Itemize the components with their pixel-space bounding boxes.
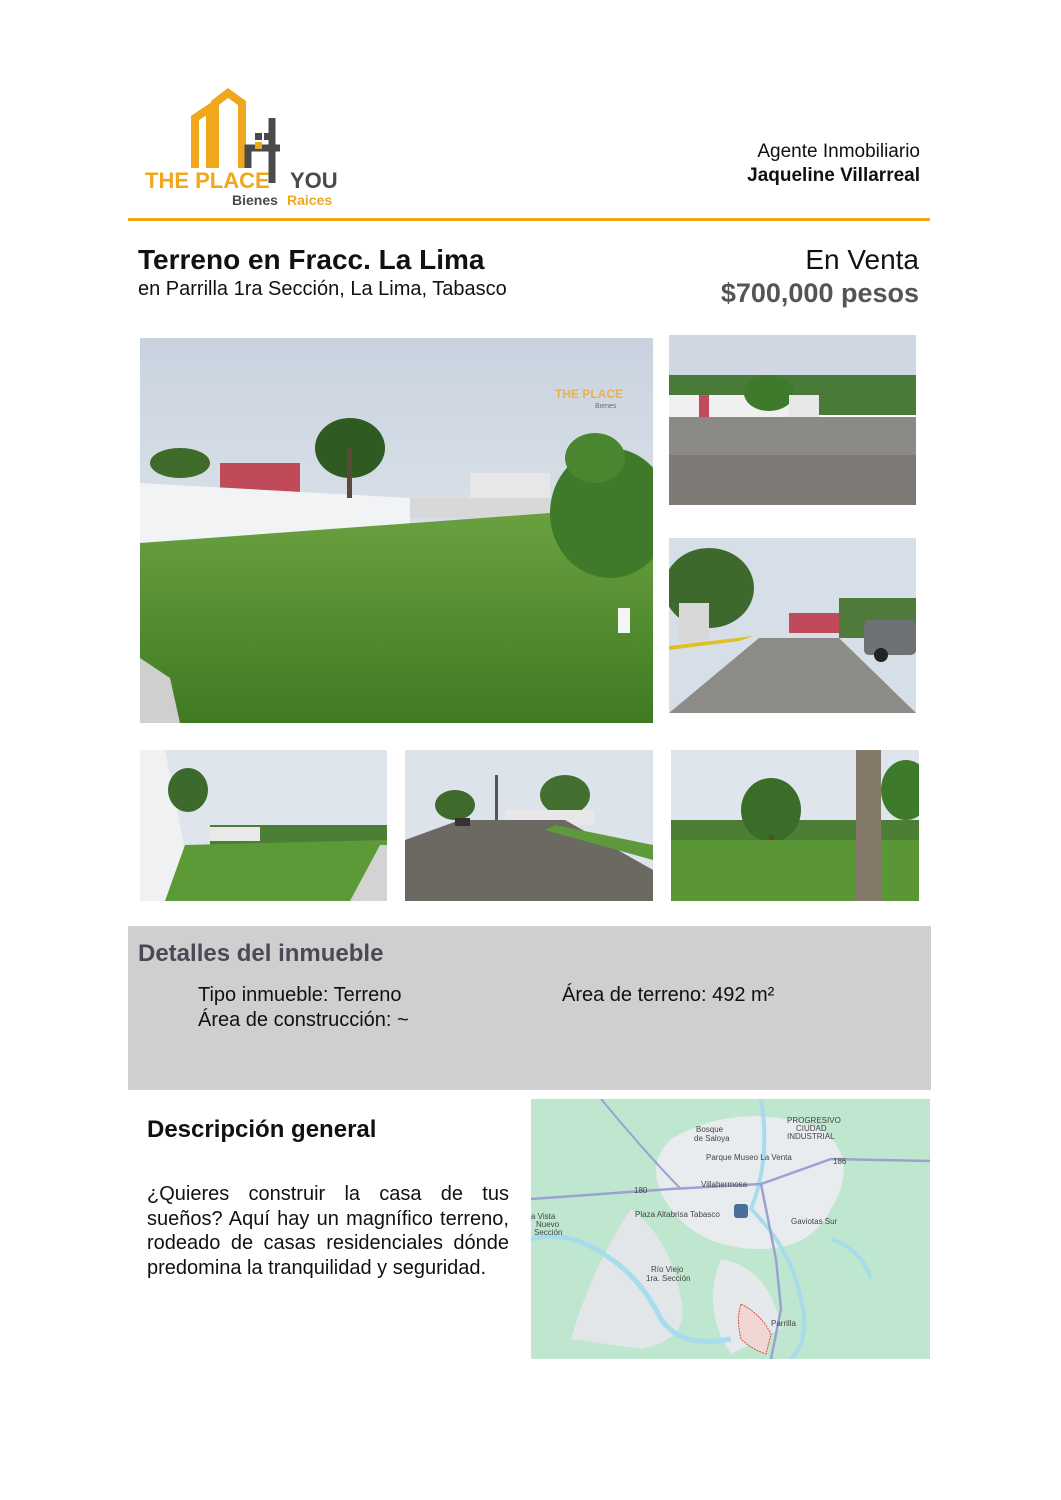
logo-text-you: YOU (290, 168, 338, 193)
details-title: Detalles del inmueble (138, 940, 384, 967)
map-label-gaviotas: Gaviotas Sur (791, 1217, 838, 1226)
agent-name: Jaqueline Villarreal (747, 165, 920, 186)
map-label-villahermosa: Villahermosa (701, 1180, 748, 1189)
map-label-industrial: INDUSTRIAL (787, 1132, 835, 1141)
listing-title: Terreno en Fracc. La Lima (138, 244, 485, 275)
map-label-vista: a Vista (531, 1212, 556, 1221)
map-label-bosque: Bosque (696, 1125, 724, 1134)
photo-street-gate[interactable] (669, 335, 916, 505)
header-divider (128, 218, 930, 221)
photo-street-car[interactable] (669, 538, 916, 713)
listing-price: $700,000 pesos (720, 278, 919, 308)
description-title: Descripción general (147, 1116, 377, 1143)
location-map[interactable] (531, 1099, 930, 1359)
agent-role: Agente Inmobiliario (757, 141, 920, 162)
map-label-nuevo: Nuevo (536, 1220, 560, 1229)
details-panel (128, 926, 931, 1090)
logo-tagline-bienes: Bienes (232, 192, 278, 208)
map-label-parque: Parque Museo La Venta (706, 1153, 792, 1162)
detail-area-terreno: Área de terreno: 492 m² (562, 984, 775, 1006)
photo-main-lot[interactable] (140, 338, 653, 723)
watermark-text: THE PLACE (555, 387, 624, 401)
map-label-road-186: 186 (833, 1157, 847, 1166)
listing-status: En Venta (805, 244, 919, 275)
watermark-sub: Bienes (595, 403, 617, 410)
map-label-parrilla: Parrilla (771, 1319, 796, 1328)
listing-location: en Parrilla 1ra Sección, La Lima, Tabasco (138, 278, 507, 300)
photo-dirt-road[interactable] (405, 750, 653, 901)
map-label-ciudad: CIUDAD (796, 1124, 827, 1133)
detail-area-construccion: Área de construcción: ~ (198, 1009, 409, 1031)
map-label-saloya: de Saloya (694, 1134, 730, 1143)
map-label-progresivo: PROGRESIVO (787, 1116, 841, 1125)
map-label-rio-viejo: Río Viejo (651, 1265, 684, 1274)
map-label-seccion2: Sección (534, 1228, 563, 1237)
detail-tipo-inmueble: Tipo inmueble: Terreno (198, 984, 402, 1006)
photo-lot-wall[interactable] (140, 750, 387, 901)
logo-text-the-place: THE PLACE (145, 168, 270, 193)
agent-block (747, 140, 920, 188)
map-label-seccion: 1ra. Sección (646, 1274, 691, 1283)
description-text: ¿Quieres construir la casa de tus sueños? Aquí hay un magnífico terreno, rodeado de casas residenciales dónde predomina la tranquilidad y seguridad. (147, 1183, 509, 1279)
logo-tagline-raices: Raices (287, 192, 333, 208)
map-label-road-180: 180 (634, 1186, 648, 1195)
photo-lot-tree[interactable] (671, 750, 919, 901)
brand-logo (140, 88, 350, 213)
map-label-plaza: Plaza Altabrisa Tabasco (635, 1210, 720, 1219)
